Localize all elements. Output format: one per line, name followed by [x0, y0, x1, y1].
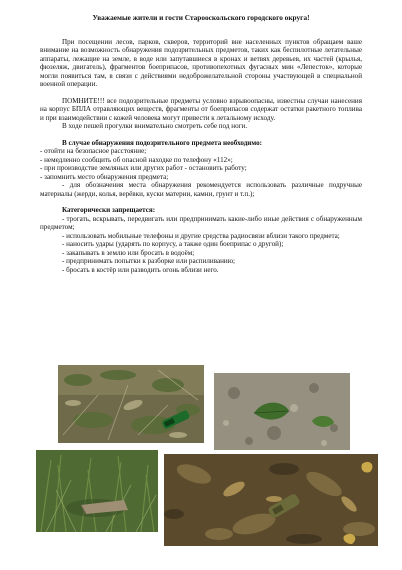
actions-item: - для обозначения места обнаружения рекомендуется использовать различные подручные материалы (жерди, колья, верёвки, куски материи, камни, грунт и т.п.);: [40, 181, 362, 198]
prohibited-item: - предпринимать попытки к разборке или распиливанию;: [62, 257, 235, 265]
actions-item: - при производстве земляных или других работ - остановить работу;: [40, 164, 247, 172]
actions-heading: В случае обнаружения подозрительного предмета необходимо:: [62, 138, 263, 147]
warning-paragraph: ПОМНИТЕ!!! все подозрительные предметы условно взрывоопасны, известны случаи нанесения на корпус БПЛА отравляющих веществ, фрагменты от боеприпасов содержат остатки ракетного топлива и при взаимодействии с кожей человека могут привести к летальному исходу.: [40, 96, 362, 122]
prohibited-item: - бросать в костёр или разводить огонь вблизи него.: [62, 265, 219, 274]
photo-grass-mine: [58, 365, 204, 443]
intro-paragraph: При посещении лесов, парков, скверов, территорий вне населенных пунктов обращаем ваше внимание на возможность обнаружения подозрительных предметов, таких как беспилотные летательные аппараты, лежащие на земле, в воде или запутавшиеся в кронах и ветвях деревьев, их частей (крылья, фюзеляж, двигатель), фрагментов боеприпасов, противопехотных фугасных мин «Лепесток», которые могли появиться там, в связи с действиями недоброжелательной стороны участвующей в специальной военной операции.: [40, 37, 362, 88]
prohibited-heading: Категорически запрещается:: [62, 206, 156, 214]
page-title: Уважаемые жители и гости Старооскольского городского округа!: [92, 13, 310, 22]
prohibited-item: - закапывать в землю или бросать в водоём;: [62, 248, 195, 257]
prohibited-item: - использовать мобильные телефоны и другие средства радиосвязи вблизи такого предмета;: [62, 231, 340, 240]
photo-grass-fragment: [36, 450, 158, 532]
prohibited-item: - наносить удары (ударять по корпусу, а также один боеприпас о другой);: [62, 240, 284, 248]
walk-paragraph: В ходе пешей прогулки внимательно смотреть себе под ноги.: [62, 122, 248, 130]
actions-item: - немедленно сообщить об опасной находке по телефону «112»;: [40, 155, 233, 164]
actions-item: - отойти на безопасное расстояние;: [40, 147, 147, 155]
prohibited-item: - трогать, вскрывать, передвигать или предпринимать какие-либо иные действия с обнаруженным предметом;: [40, 214, 362, 231]
actions-item: - запомнить место обнаружения предмета;: [40, 172, 169, 181]
photo-leaves-mine: [164, 454, 378, 546]
photo-soil-leaf: [214, 373, 350, 450]
leaflet-page: [40, 14, 362, 274]
